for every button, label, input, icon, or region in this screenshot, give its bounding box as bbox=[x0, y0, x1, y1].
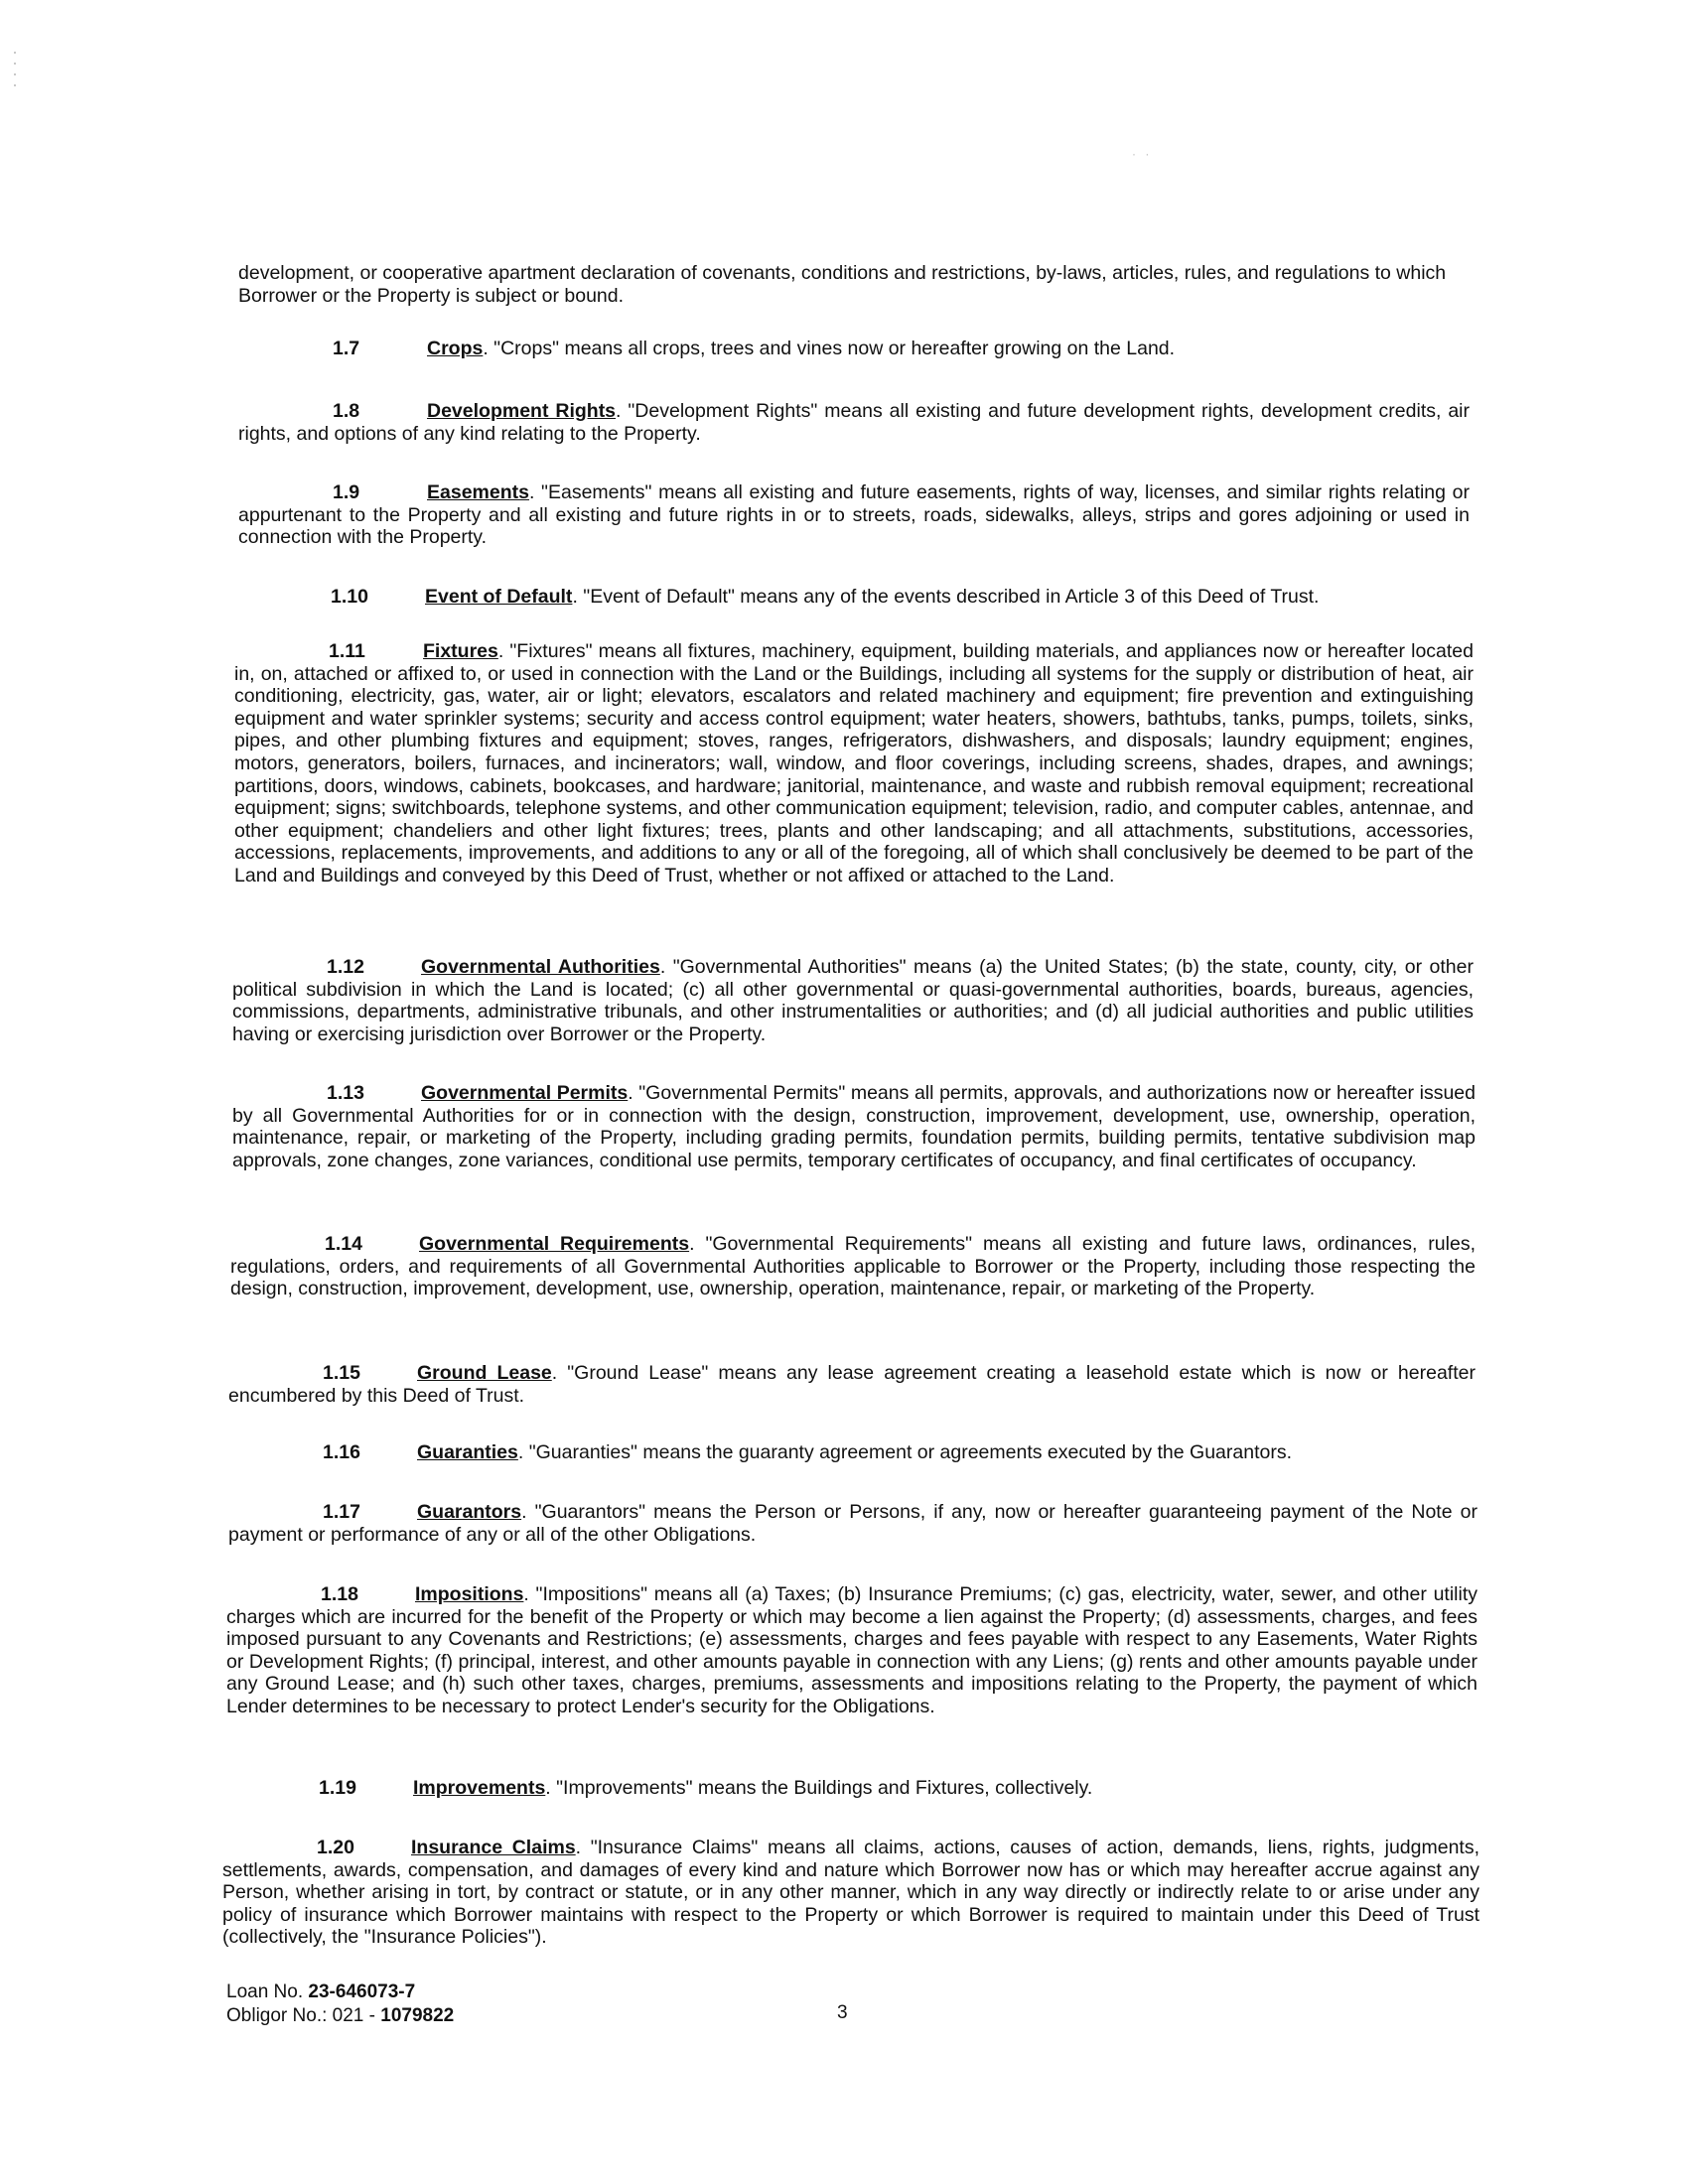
defined-term: Guarantors bbox=[417, 1501, 522, 1523]
page-number: 3 bbox=[837, 2002, 848, 2023]
section-number: 1.17 bbox=[323, 1501, 360, 1523]
defined-term: Guaranties bbox=[417, 1441, 518, 1463]
definition-1-12 bbox=[232, 956, 1474, 1045]
definition-text: . "Guarantors" means the Person or Persons, if any, now or hereafter guaranteeing payment of the Note or payment or performance of any or all of the other Obligations. bbox=[228, 1501, 1477, 1546]
defined-term: Improvements bbox=[413, 1777, 546, 1799]
obligor-number-line: Obligor No.: 021 - 1079822 bbox=[226, 2005, 455, 2026]
definition-1-10 bbox=[236, 586, 1470, 609]
section-number: 1.8 bbox=[333, 400, 360, 422]
section-number: 1.10 bbox=[331, 586, 368, 608]
definition-text: . "Easements" means all existing and future easements, rights of way, licenses, and similar rights relating or appurtenant to the Property and all existing and future rights in or to streets, roads, sidewalks, alleys, strips and gores adjoining or used in connection with the Property. bbox=[238, 481, 1470, 549]
section-number: 1.18 bbox=[321, 1583, 358, 1605]
definition-1-11 bbox=[234, 640, 1474, 887]
section-number: 1.7 bbox=[333, 338, 360, 359]
definition-1-17 bbox=[228, 1501, 1477, 1546]
section-number: 1.16 bbox=[323, 1441, 360, 1463]
definition-text: . "Crops" means all crops, trees and vines now or hereafter growing on the Land. bbox=[483, 338, 1176, 359]
loan-footer bbox=[226, 1980, 454, 2028]
defined-term: Development Rights bbox=[427, 400, 617, 422]
defined-term: Ground Lease bbox=[417, 1362, 552, 1384]
definition-1-19 bbox=[224, 1777, 1477, 1800]
defined-term: Governmental Requirements bbox=[419, 1233, 690, 1255]
continuation-paragraph: development, or cooperative apartment declaration of covenants, conditions and restrictions, by-laws, articles, rules, and regulations to which Borrower or the Property is subject or bound. bbox=[238, 262, 1447, 307]
definition-text: . "Governmental Authorities" means (a) the United States; (b) the state, county, city, or other political subdivision in which the Land is located; (c) all other governmental or quasi-governmental authorities, boards, bureaus, agencies, commissions, departments, administrative tribunals, and other instrumentalities or authorities; and (d) all judicial authorities and public utilities having or exercising jurisdiction over Borrower or the Property. bbox=[232, 956, 1474, 1045]
definition-1-8 bbox=[238, 400, 1470, 445]
defined-term: Governmental Authorities bbox=[421, 956, 660, 978]
definition-text: . "Development Rights" means all existing and future development rights, development credits, air rights, and options of any kind relating to the Property. bbox=[238, 400, 1470, 445]
defined-term: Governmental Permits bbox=[421, 1082, 629, 1104]
definition-1-7 bbox=[238, 338, 1470, 360]
scan-edge-artifact bbox=[14, 52, 17, 95]
section-number: 1.20 bbox=[317, 1837, 354, 1858]
definition-text: . "Guaranties" means the guaranty agreement or agreements executed by the Guarantors. bbox=[517, 1441, 1292, 1463]
defined-term: Insurance Claims bbox=[411, 1837, 576, 1858]
definition-1-18 bbox=[226, 1583, 1477, 1718]
section-number: 1.15 bbox=[323, 1362, 360, 1384]
definition-1-9 bbox=[238, 481, 1470, 549]
defined-term: Crops bbox=[427, 338, 484, 359]
definition-text: . "Governmental Requirements" means all existing and future laws, ordinances, rules, regulations, orders, and requirements of all Governmental Authorities applicable to Borrower or the Property, including those respecting the design, construction, improvement, development, use, ownership, operation, maintenance, repair, or marketing of the Property. bbox=[230, 1233, 1476, 1300]
definition-text: . "Impositions" means all (a) Taxes; (b) Insurance Premiums; (c) gas, electricity, water, sewer, and other utility charges which are incurred for the benefit of the Property or which may become a lien against the Property; (d) assessments, charges, and fees imposed pursuant to any Covenants and Restrictions; (e) assessments, charges and fees payable with respect to any Easements, Water Rights or Development Rights; (f) principal, interest, and other amounts payable in connection with any Liens; (g) rents and other amounts payable under any Ground Lease; and (h) such other taxes, charges, premiums, assessments and impositions relating to the Property, the payment of which Lender determines to be necessary to protect Lender's security for the Obligations. bbox=[226, 1583, 1477, 1717]
section-number: 1.9 bbox=[333, 481, 360, 503]
section-number: 1.12 bbox=[327, 956, 364, 978]
defined-term: Fixtures bbox=[423, 640, 498, 662]
section-number: 1.19 bbox=[319, 1777, 356, 1799]
definition-text: . "Fixtures" means all fixtures, machinery, equipment, building materials, and appliances now or hereafter located in, on, attached or affixed to, or used in connection with the Land or the Buildings, including all systems for the supply or distribution of heat, air conditioning, electricity, gas, water, air or light; elevators, escalators and related machinery and equipment; fire prevention and extinguishing equipment and water sprinkler systems; security and access control equipment; water heaters, showers, bathtubs, tanks, pumps, toilets, sinks, pipes, and other plumbing fixtures and equipment; stoves, ranges, refrigerators, dishwashers, and disposals; laundry equipment; engines, motors, generators, boilers, furnaces, and incinerators; wall, window, and floor coverings, including screens, shades, drapes, and awnings; partitions, doors, windows, cabinets, bookcases, and hardware; janitorial, maintenance, and waste and rubbish removal equipment; recreational equipment; signs; switchboards, telephone systems, and other communication equipment; television, radio, and computer cables, antennae, and other equipment; chandeliers and other light fixtures; trees, plants and other landscaping; and all attachments, substitutions, accessories, accessions, replacements, improvements, and additions to any or all of the foregoing, all of which shall conclusively be deemed to be part of the Land and Buildings and conveyed by this Deed of Trust, whether or not affixed or attached to the Land. bbox=[234, 640, 1474, 887]
definition-text: . "Insurance Claims" means all claims, actions, causes of action, demands, liens, rights, judgments, settlements, awards, compensation, and damages of every kind and nature which Borrower now has or which may hereafter accrue against any Person, whether arising in tort, by contract or statute, or in any other manner, which in any way directly or indirectly relate to or arise under any policy of insurance which Borrower maintains with respect to the Property or which Borrower is required to maintain under this Deed of Trust (collectively, the "Insurance Policies"). bbox=[222, 1837, 1479, 1949]
definition-1-15 bbox=[228, 1362, 1476, 1407]
defined-term: Event of Default bbox=[425, 586, 573, 608]
section-number: 1.11 bbox=[329, 640, 365, 662]
scan-speck: · · bbox=[1132, 147, 1153, 161]
defined-term: Easements bbox=[427, 481, 529, 503]
definition-text: . "Governmental Permits" means all permits, approvals, and authorizations now or hereafter issued by all Governmental Authorities for or in connection with the design, construction, improvement, development, use, ownership, operation, maintenance, repair, or marketing of the Property, including grading permits, foundation permits, building permits, tentative subdivision map approvals, zone changes, zone variances, conditional use permits, temporary certificates of occupancy, and final certificates of occupancy. bbox=[232, 1082, 1476, 1171]
definition-1-14 bbox=[230, 1233, 1476, 1300]
definition-text: . "Improvements" means the Buildings and Fixtures, collectively. bbox=[545, 1777, 1093, 1799]
loan-number-line: Loan No. 23-646073-7 bbox=[226, 1981, 416, 2002]
definition-1-20 bbox=[222, 1837, 1479, 1949]
definition-1-16 bbox=[228, 1441, 1476, 1464]
section-number: 1.14 bbox=[325, 1233, 362, 1255]
section-number: 1.13 bbox=[327, 1082, 364, 1104]
definition-1-13 bbox=[232, 1082, 1476, 1171]
definition-text: . "Event of Default" means any of the events described in Article 3 of this Deed of Trust. bbox=[572, 586, 1320, 608]
definition-text: . "Ground Lease" means any lease agreement creating a leasehold estate which is now or hereafter encumbered by this Deed of Trust. bbox=[228, 1362, 1476, 1407]
defined-term: Impositions bbox=[415, 1583, 524, 1605]
